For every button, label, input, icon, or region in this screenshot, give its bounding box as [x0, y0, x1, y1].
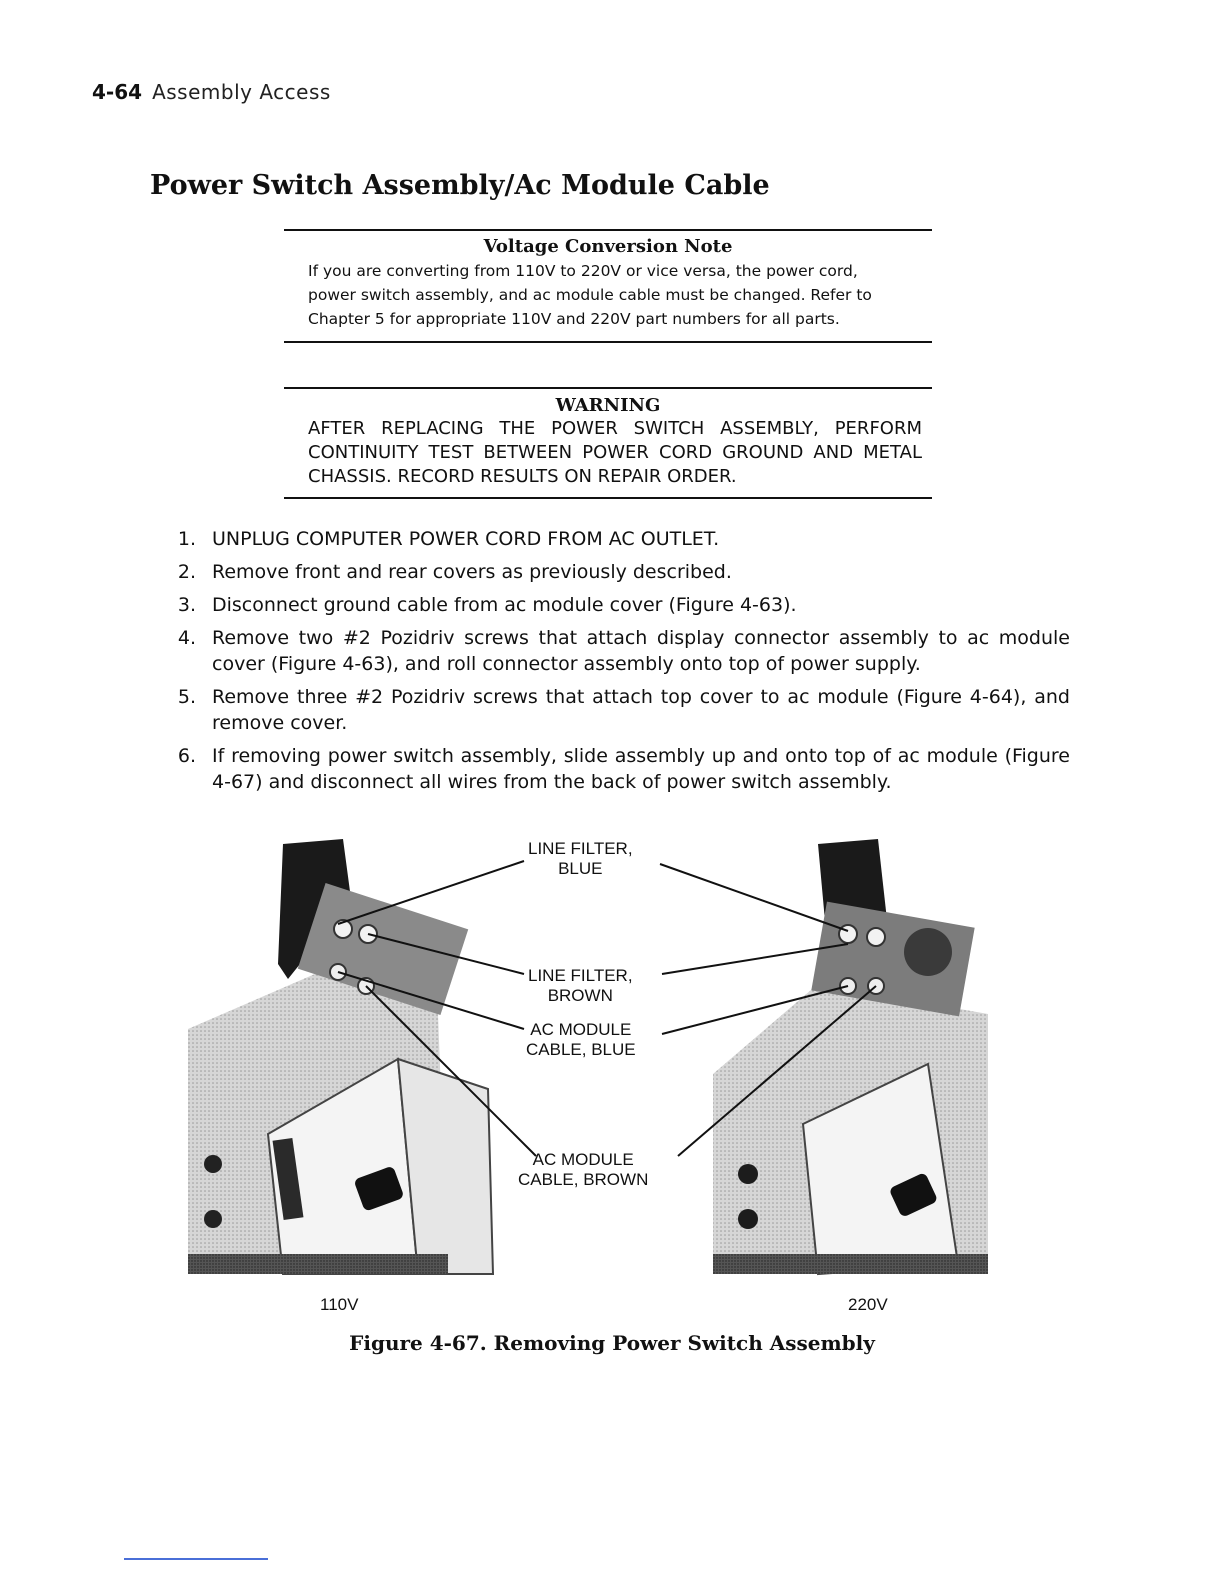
page-number: 4-64	[92, 80, 143, 104]
caption-220v: 220V	[848, 1295, 888, 1314]
label-ac-module-cable-blue: AC MODULE CABLE, BLUE	[526, 1020, 636, 1059]
warning-box	[284, 387, 932, 499]
warning-text: AFTER REPLACING THE POWER SWITCH ASSEMBLY, PERFORM CONTINUITY TEST BETWEEN POWER CORD GROUND AND METAL CHASSIS. RECORD RESULTS ON REPAIR ORDER.	[308, 418, 922, 487]
note-line: power switch assembly, and ac module cable must be changed. Refer to	[308, 286, 872, 304]
step-number: 2.	[177, 561, 196, 583]
step-item	[170, 743, 1070, 795]
photo-220v	[713, 839, 988, 1274]
caption-110v: 110V	[320, 1295, 359, 1314]
step-text: If removing power switch assembly, slide assembly up and onto top of ac module (Figure 4-67) and disconnect all wires from the back of power switch assembly.	[212, 745, 1070, 793]
page-header	[92, 80, 331, 104]
voltage-conversion-note	[284, 229, 932, 343]
step-number: 4.	[177, 627, 196, 649]
step-number: 3.	[177, 594, 196, 616]
photo-110v	[188, 839, 493, 1274]
note-heading: Voltage Conversion Note	[483, 236, 733, 257]
step-text: Disconnect ground cable from ac module cover (Figure 4-63).	[212, 594, 797, 616]
step-text: Remove two #2 Pozidriv screws that attach display connector assembly to ac module cover (Figure 4-63), and roll connector assembly onto top of power supply.	[212, 627, 1070, 675]
procedure-steps	[170, 526, 1070, 802]
figure-caption: Figure 4-67. Removing Power Switch Assembly	[349, 1331, 875, 1355]
step-number: 5.	[177, 686, 196, 708]
step-item	[170, 592, 1070, 618]
step-text: Remove front and rear covers as previously described.	[212, 561, 732, 583]
step-item	[170, 684, 1070, 736]
step-number: 1.	[177, 528, 196, 550]
label-line-filter-blue: LINE FILTER, BLUE	[528, 839, 633, 878]
chapter-title: Assembly Access	[152, 80, 331, 104]
step-number: 6.	[177, 745, 196, 767]
step-text: Remove three #2 Pozidriv screws that attach top cover to ac module (Figure 4-64), and remove cover.	[212, 686, 1070, 734]
label-ac-module-cable-brown: AC MODULE CABLE, BROWN	[518, 1150, 649, 1189]
step-text: UNPLUG COMPUTER POWER CORD FROM AC OUTLET.	[212, 528, 720, 550]
step-item	[170, 625, 1070, 677]
step-item	[170, 526, 1070, 552]
note-line: Chapter 5 for appropriate 110V and 220V part numbers for all parts.	[308, 310, 840, 328]
label-line-filter-brown: LINE FILTER, BROWN	[528, 966, 633, 1005]
note-text	[284, 259, 932, 331]
footer-divider	[124, 1558, 268, 1560]
figure-4-67	[188, 834, 1030, 1284]
step-item	[170, 559, 1070, 585]
warning-heading: WARNING	[555, 395, 661, 416]
section-title: Power Switch Assembly/Ac Module Cable	[150, 170, 770, 201]
note-line: If you are converting from 110V to 220V or vice versa, the power cord,	[308, 262, 858, 280]
